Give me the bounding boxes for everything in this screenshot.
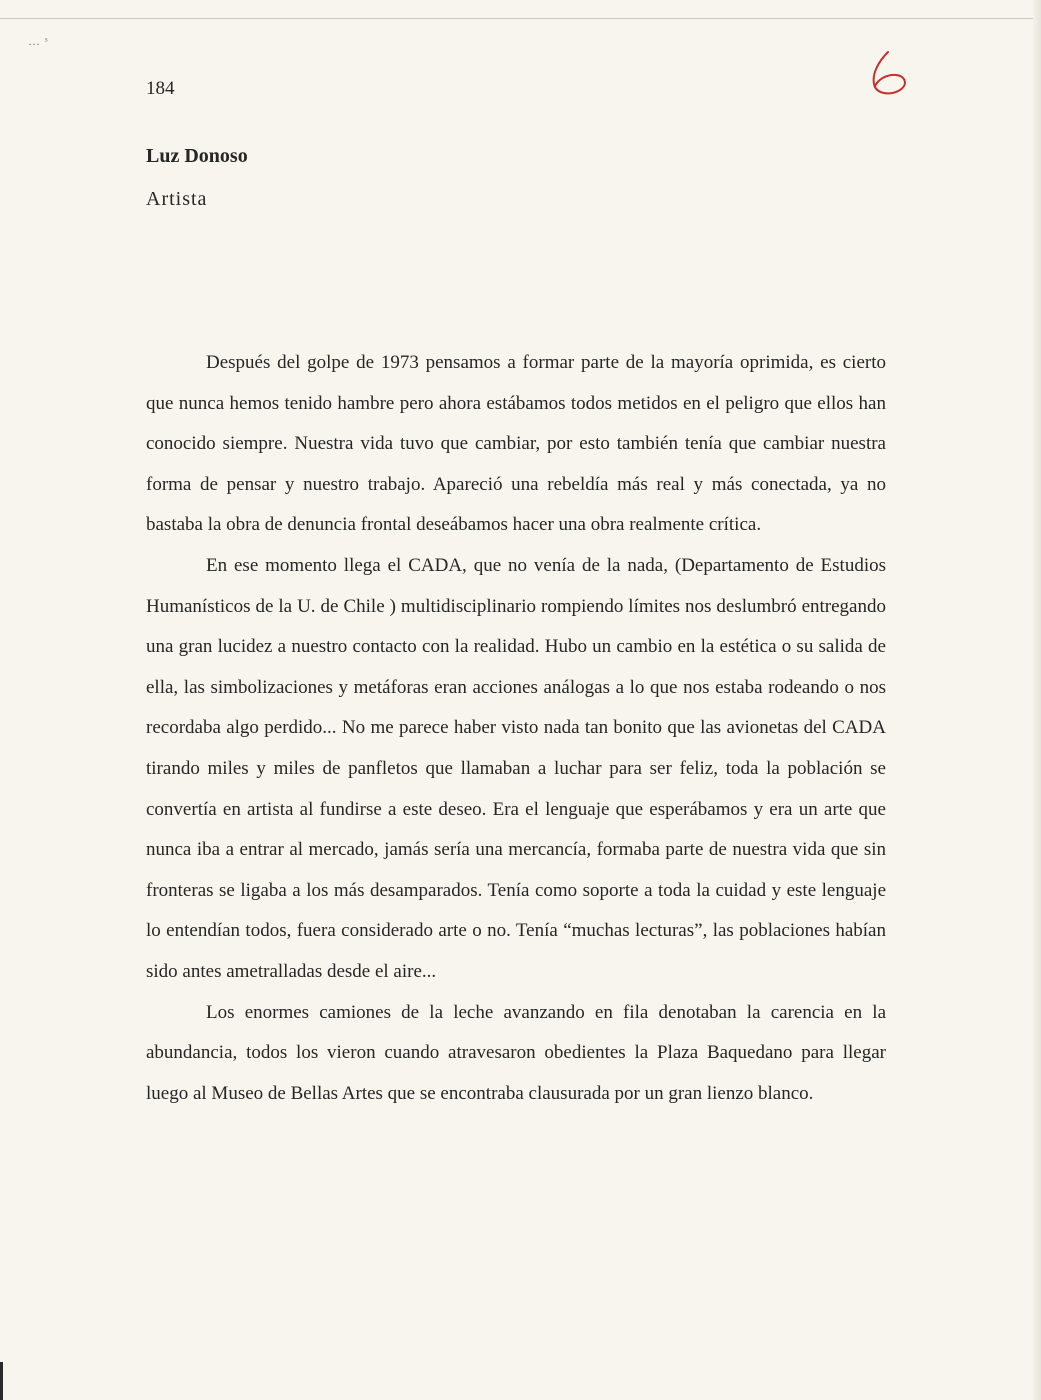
paragraph-3: Los enormes camiones de la leche avanzando en fila denotaban la carencia en la abundancia, todos los vieron cuando atravesaron obedientes la Plaza Baquedano para llegar luego al Museo de Bellas Artes que se encontraba clausurada por un gran lienzo blanco. — [146, 1001, 886, 1104]
paragraph-2: En ese momento llega el CADA, que no venía de la nada, (Departamento de Estudios Humanísticos de la U. de Chile ) multidisciplinario rompiendo límites nos deslumbró entregando una gran lucidez a nuestro contacto con la realidad. Hubo un cambio en la estética o su salida de ella, las simbolizaciones y metáforas eran acciones análogas a lo que nos estaba rodeando o nos recordaba algo perdido... No me parece haber visto nada tan bonito que las avionetas del CADA tirando miles y miles de panfletos que llamaban a luchar para ser feliz, toda la población se convertía en artista al fundirse a este deseo. Era el lenguaje que esperábamos y era un arte que nunca iba a entrar al mercado, jamás sería una mercancía, formaba parte de nuestra vida que sin fronteras se ligaba a los más desamparados. Tenía como soporte a toda la cuidad y este lenguaje lo entendían todos, fuera considerado arte o no. Tenía “muchas lecturas”, las poblaciones habían sido antes ametralladas desde el aire... — [146, 554, 886, 982]
author-role: Artista — [146, 188, 208, 210]
page-right-edge — [1033, 0, 1041, 1400]
page-top-edge — [0, 18, 1041, 19]
page-number: 184 — [146, 78, 175, 99]
author-name: Luz Donoso — [146, 145, 248, 167]
paragraph-1: Después del golpe de 1973 pensamos a formar parte de la mayoría oprimida, es cierto que nunca hemos tenido hambre pero ahora estábamos todos metidos en el peligro que ellos han conocido siempre. Nuestra vida tuvo que cambiar, por esto también tenía que cambiar nuestra forma de pensar y nuestro trabajo. Apareció una rebeldía más real y más conectada, ya no bastaba la obra de denuncia frontal deseábamos hacer una obra realmente crítica. — [146, 352, 886, 536]
scan-margin-mark — [0, 1362, 3, 1400]
corner-marks: … ˢ — [28, 34, 49, 48]
body-text — [146, 343, 886, 1114]
handwritten-page-number — [866, 48, 912, 98]
handwritten-six-icon — [866, 48, 912, 98]
